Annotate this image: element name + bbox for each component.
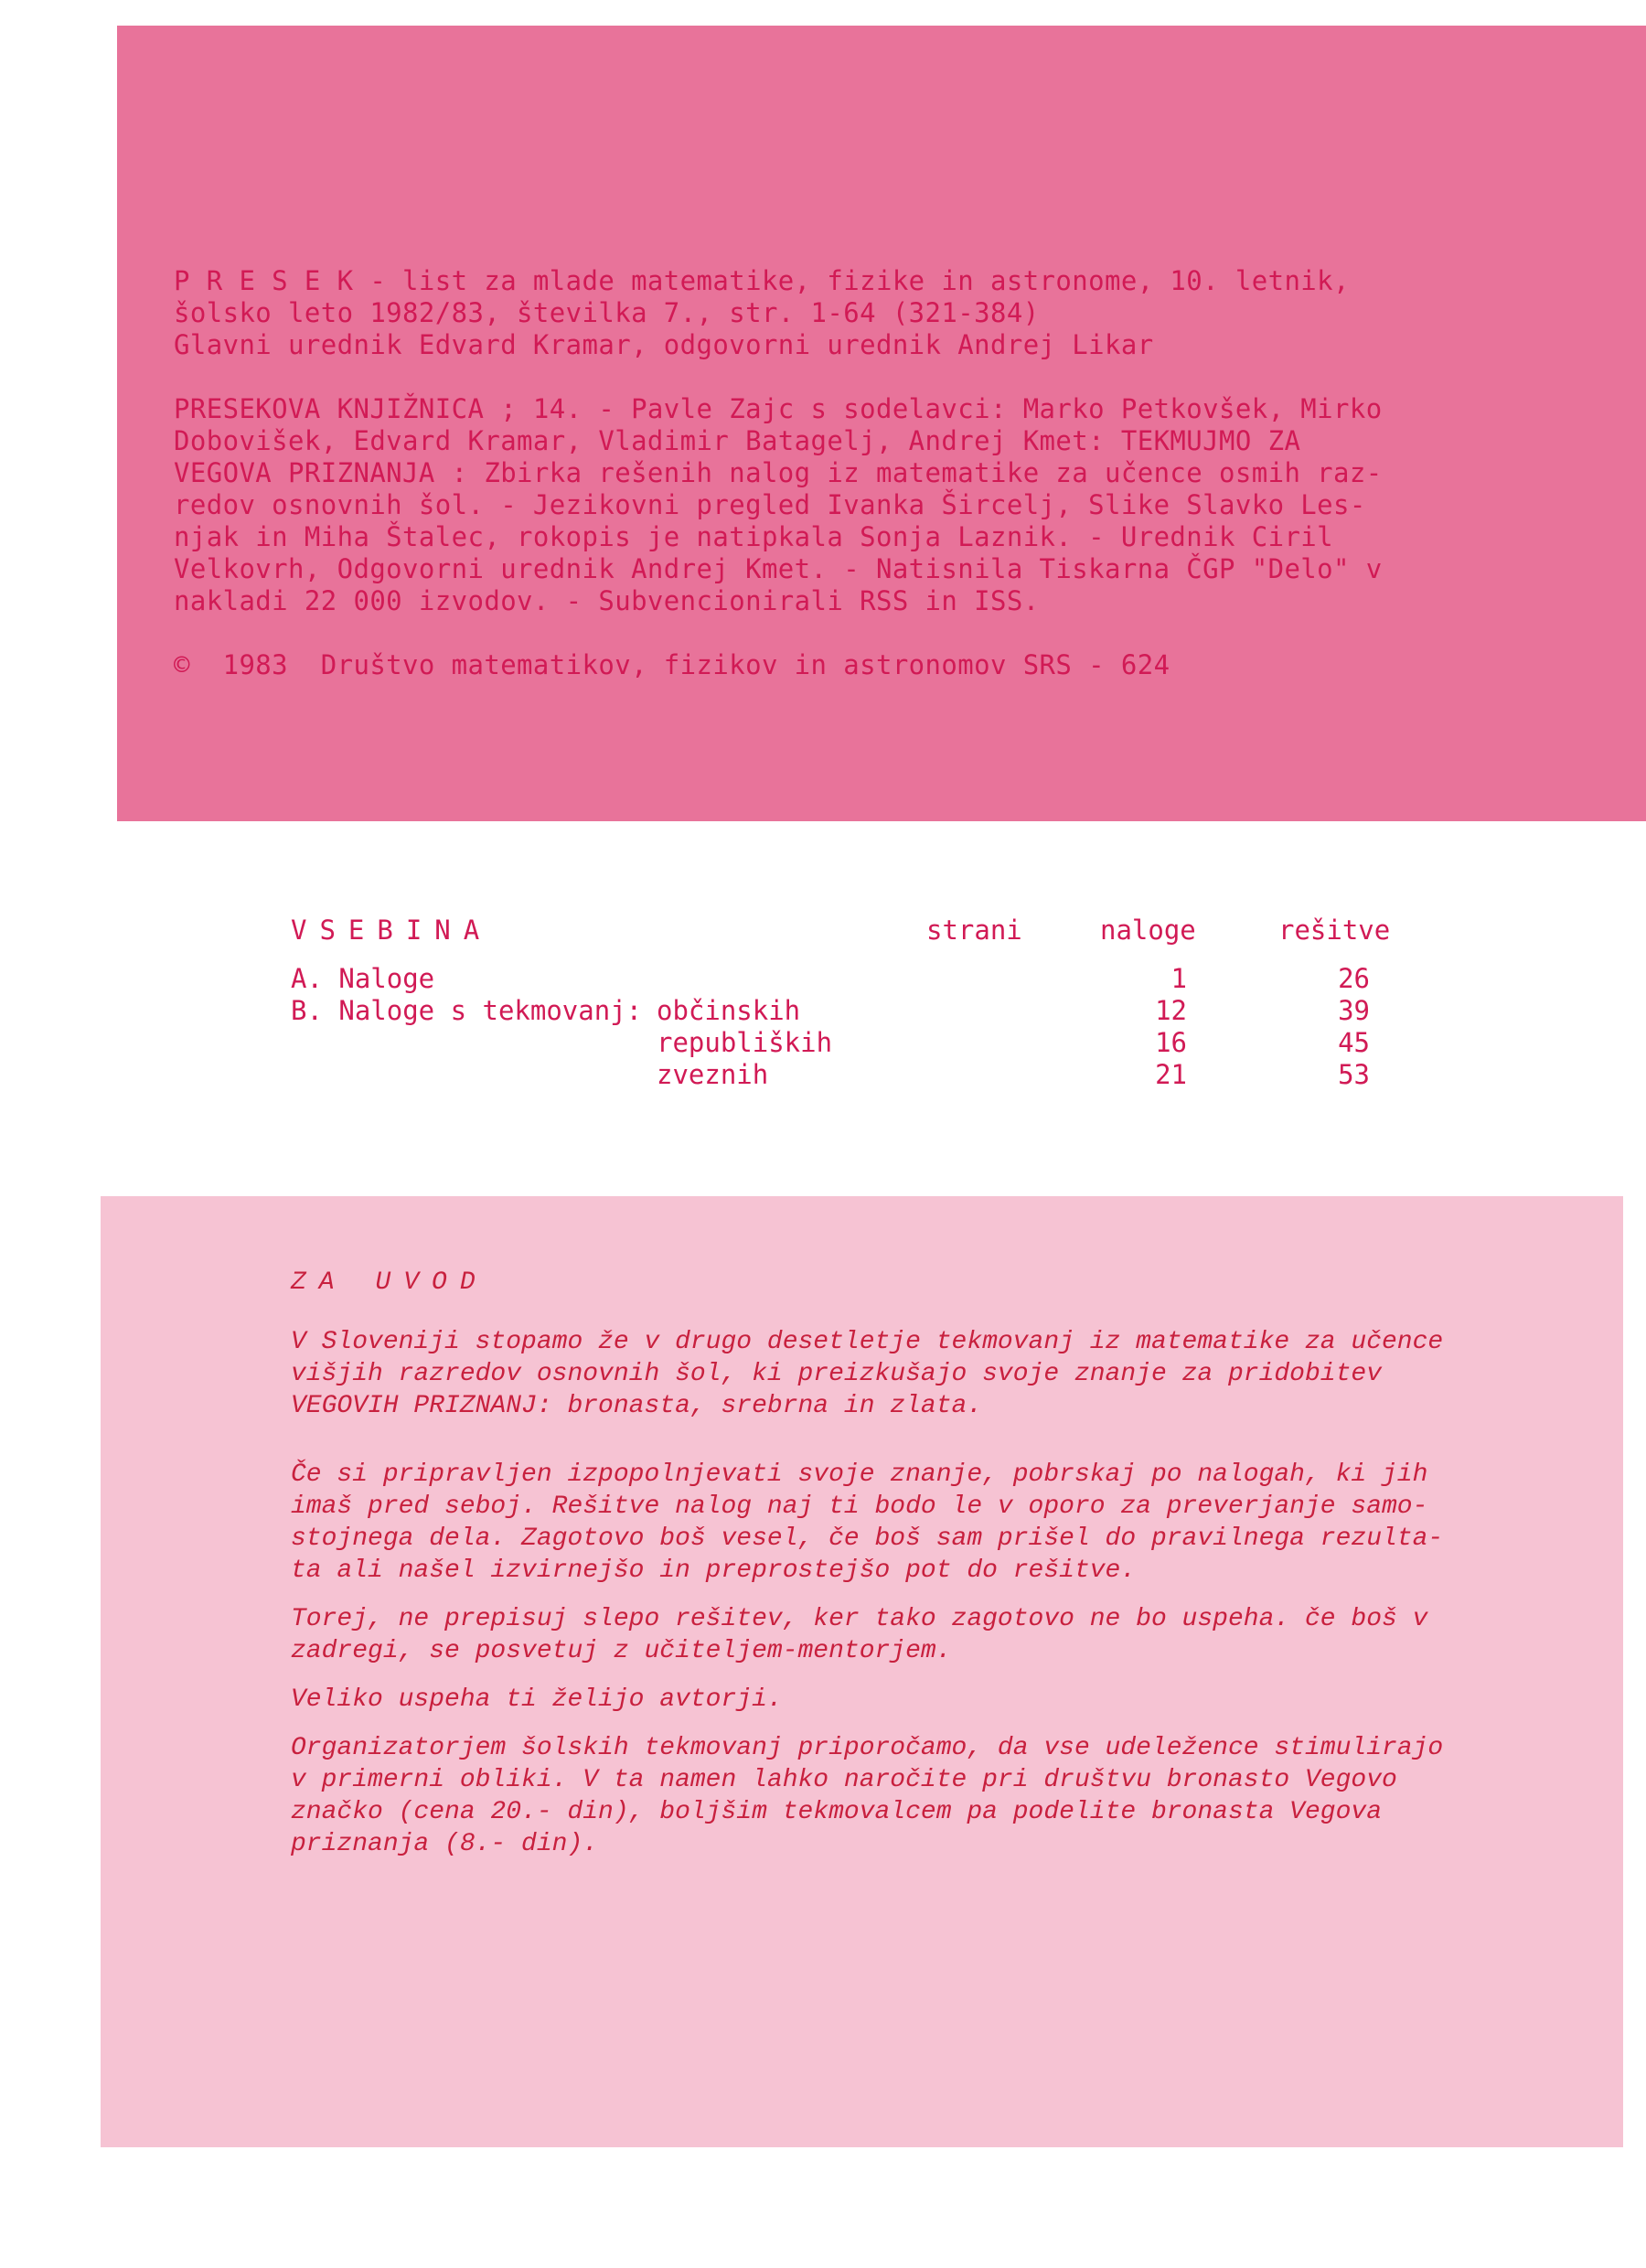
text-line: Organizatorjem šolskih tekmovanj priporočamo, da vse udeležence stimulirajo	[291, 1734, 1444, 1762]
table-row	[291, 963, 1388, 995]
row-sublabel: republiških	[657, 1027, 833, 1058]
text-line: imaš pred seboj. Rešitve nalog naj ti bodo le v oporo za preverjanje samo-	[291, 1492, 1428, 1521]
colophon-text	[174, 265, 1509, 681]
text-line: zadregi, se posvetuj z učiteljem-mentorjem.	[291, 1637, 952, 1665]
text-line: Glavni urednik Edvard Kramar, odgovorni urednik Andrej Likar	[174, 329, 1154, 360]
row-resitve-page: 53	[1338, 1059, 1370, 1090]
text-line: Če si pripravljen izpopolnjevati svoje znanje, pobrskaj po nalogah, ki jih	[291, 1460, 1428, 1489]
text-line: ta ali našel izvirnejšo in preprostejšo pot do rešitve.	[291, 1557, 1137, 1585]
text-line: Torej, ne prepisuj slepo rešitev, ker tako zagotovo ne bo uspeha. če boš v	[291, 1605, 1428, 1633]
intro-paragraph	[291, 1603, 1507, 1667]
table-row	[291, 995, 1388, 1027]
row-resitve-page: 45	[1338, 1027, 1370, 1058]
column-header-strani: strani	[926, 915, 1022, 946]
presek-info	[174, 265, 1509, 361]
column-header-naloge: naloge	[1100, 915, 1196, 946]
row-sublabel: občinskih	[657, 995, 801, 1026]
column-header-resitve: rešitve	[1278, 915, 1391, 946]
text-line: priznanja (8.- din).	[291, 1830, 599, 1858]
table-row	[291, 1059, 1388, 1091]
intro-heading: ZA UVOD	[291, 1268, 488, 1297]
row-label: A. Naloge	[291, 963, 435, 994]
text-line: VEGOVIH PRIZNANJ: bronasta, srebrna in zlata.	[291, 1392, 983, 1420]
text-line: redov osnovnih šol. - Jezikovni pregled Ivanka Šircelj, Slike Slavko Les-	[174, 489, 1366, 520]
text-line: šolsko leto 1982/83, številka 7., str. 1-64 (321-384)	[174, 297, 1040, 328]
text-line: Velkovrh, Odgovorni urednik Andrej Kmet. - Natisnila Tiskarna ČGP "Delo" v	[174, 553, 1383, 584]
table-row	[291, 1027, 1388, 1059]
text-line: značko (cena 20.- din), boljšim tekmovalcem pa podelite bronasta Vegova	[291, 1798, 1382, 1826]
text-line: nakladi 22 000 izvodov. - Subvencionirali RSS in ISS.	[174, 585, 1040, 616]
row-naloge-page: 1	[1170, 963, 1187, 994]
row-resitve-page: 26	[1338, 963, 1370, 994]
text-line: Veliko uspeha ti želijo avtorji.	[291, 1685, 783, 1714]
row-naloge-page: 16	[1155, 1027, 1187, 1058]
row-label: B. Naloge s tekmovanj:	[291, 995, 643, 1026]
text-line: V Sloveniji stopamo že v drugo desetletje tekmovanj iz matematike za učence	[291, 1328, 1444, 1356]
intro-paragraph	[291, 1684, 1507, 1716]
row-naloge-page: 21	[1155, 1059, 1187, 1090]
text-line: PRESEKOVA KNJIŽNICA ; 14. - Pavle Zajc s sodelavci: Marko Petkovšek, Mirko	[174, 393, 1383, 424]
intro-paragraph	[291, 1326, 1507, 1422]
library-info	[174, 393, 1509, 617]
row-sublabel: zveznih	[657, 1059, 769, 1090]
intro-text	[291, 1267, 1507, 1877]
contents-table	[291, 915, 1391, 1091]
text-line: Dobovišek, Edvard Kramar, Vladimir Batagelj, Andrej Kmet: TEKMUJMO ZA	[174, 425, 1301, 456]
text-line: VEGOVA PRIZNANJA : Zbirka rešenih nalog iz matematike za učence osmih raz-	[174, 457, 1383, 488]
row-resitve-page: 39	[1338, 995, 1370, 1026]
contents-header-row	[291, 915, 1391, 947]
contents-title: VSEBINA	[291, 915, 493, 946]
intro-paragraph	[291, 1732, 1507, 1860]
text-line: njak in Miha Štalec, rokopis je natipkala Sonja Laznik. - Urednik Ciril	[174, 521, 1334, 552]
row-naloge-page: 12	[1155, 995, 1187, 1026]
text-line: P R E S E K - list za mlade matematike, fizike in astronome, 10. letnik,	[174, 265, 1350, 296]
intro-paragraph	[291, 1459, 1507, 1587]
text-line: stojnega dela. Zagotovo boš vesel, če boš sam prišel do pravilnega rezulta-	[291, 1524, 1444, 1553]
copyright-line: © 1983 Društvo matematikov, fizikov in astronomov SRS - 624	[174, 649, 1170, 680]
text-line: višjih razredov osnovnih šol, ki preizkušajo svoje znanje za pridobitev	[291, 1360, 1382, 1388]
text-line: v primerni obliki. V ta namen lahko naročite pri društvu bronasto Vegovo	[291, 1766, 1397, 1794]
